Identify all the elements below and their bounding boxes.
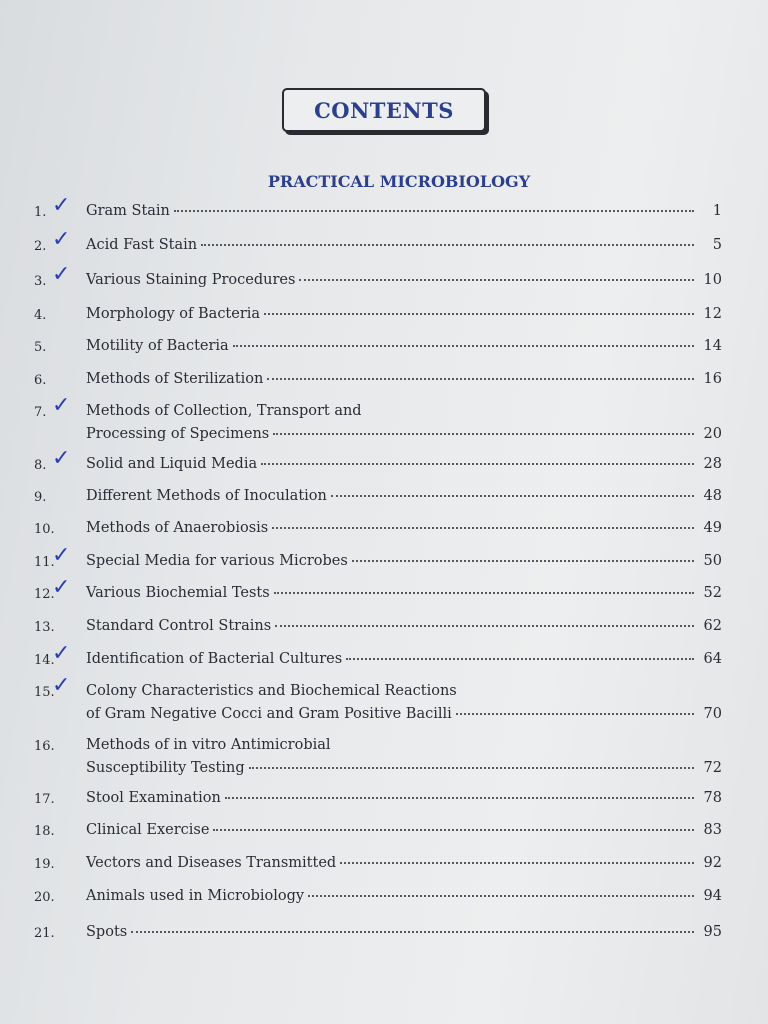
toc-entry-number: 16. <box>34 739 55 754</box>
toc-entry-page: 52 <box>703 585 722 601</box>
toc-entry-number: 6. <box>34 373 47 388</box>
toc-entry-title: Animals used in Microbiology <box>86 888 305 904</box>
toc-entry-page: 83 <box>703 822 722 838</box>
handwritten-check-icon: ✓ <box>52 446 71 471</box>
toc-entry-title: Morphology of Bacteria <box>86 306 261 322</box>
toc-entry-number: 10. <box>34 522 55 537</box>
toc-entry-page: 28 <box>703 456 722 472</box>
toc-entry <box>0 888 768 918</box>
dot-leader <box>331 495 694 497</box>
dot-leader <box>225 797 694 799</box>
toc-entry-number: 19. <box>34 857 55 872</box>
section-title: PRACTICAL MICROBIOLOGY <box>267 172 531 191</box>
toc-entry-number: 20. <box>34 890 55 905</box>
dot-leader <box>261 463 694 465</box>
toc-entry-title: Acid Fast Stain <box>86 237 198 253</box>
toc-entry <box>0 641 768 681</box>
handwritten-check-icon: ✓ <box>52 393 71 418</box>
dot-leader <box>456 713 694 715</box>
toc-entry <box>0 488 768 518</box>
toc-entry <box>0 575 768 615</box>
toc-entry <box>0 262 768 302</box>
page-title: CONTENTS <box>314 97 454 123</box>
toc-entry-page: 95 <box>703 924 722 940</box>
contents-title-box <box>282 88 486 132</box>
toc-entry-page: 20 <box>703 426 722 442</box>
toc-entry-page: 94 <box>703 888 722 904</box>
dot-leader <box>213 829 694 831</box>
toc-entry-number: 15. <box>34 685 55 700</box>
dot-leader <box>308 895 694 897</box>
toc-entry-number: 8. <box>34 458 47 473</box>
toc-entry-title: Identification of Bacterial Cultures <box>86 651 343 667</box>
toc-entry <box>0 306 768 336</box>
toc-entry-title: of Gram Negative Cocci and Gram Positive Bacilli <box>86 706 452 722</box>
handwritten-check-icon: ✓ <box>52 641 71 666</box>
toc-entry-number: 4. <box>34 308 47 323</box>
toc-entry-title: Processing of Specimens <box>86 426 270 442</box>
toc-entry-number: 2. <box>34 239 47 254</box>
toc-entry-page: 14 <box>703 338 722 354</box>
toc-entry <box>0 520 768 550</box>
toc-entry <box>0 618 768 648</box>
dot-leader <box>275 625 694 627</box>
toc-entry-title: Vectors and Diseases Transmitted <box>86 855 337 871</box>
dot-leader <box>274 592 694 594</box>
toc-entry-title: Methods of Anaerobiosis <box>86 520 269 536</box>
toc-entry <box>0 822 768 852</box>
handwritten-check-icon: ✓ <box>52 193 71 218</box>
toc-entry-number: 21. <box>34 926 55 941</box>
toc-entry-number: 5. <box>34 340 47 355</box>
handwritten-check-icon: ✓ <box>52 575 71 600</box>
dot-leader <box>340 862 694 864</box>
toc-entry-title-line: Methods of Collection, Transport and <box>86 403 362 419</box>
handwritten-check-icon: ✓ <box>52 262 71 287</box>
toc-entry-page: 48 <box>703 488 722 504</box>
toc-entry <box>0 737 768 791</box>
toc-entry-title: Stool Examination <box>86 790 221 806</box>
toc-entry-title-line: Methods of in vitro Antimicrobial <box>86 737 331 753</box>
toc-entry-page: 50 <box>703 553 722 569</box>
toc-entry-title: Gram Stain <box>86 203 170 219</box>
toc-entry-title: Clinical Exercise <box>86 822 210 838</box>
dot-leader <box>233 345 694 347</box>
toc-entry <box>0 446 768 486</box>
toc-entry-number: 9. <box>34 490 47 505</box>
toc-entry <box>0 371 768 401</box>
toc-entry-page: 62 <box>703 618 722 634</box>
dot-leader <box>267 378 694 380</box>
toc-entry-title: Motility of Bacteria <box>86 338 229 354</box>
toc-entry-page: 1 <box>712 203 722 219</box>
toc-entry <box>0 673 768 737</box>
toc-entry-page: 92 <box>703 855 722 871</box>
toc-entry <box>0 790 768 820</box>
toc-entry-page: 49 <box>703 520 722 536</box>
dot-leader <box>352 560 694 562</box>
toc-entry-number: 3. <box>34 274 47 289</box>
toc-entry-title: Standard Control Strains <box>86 618 272 634</box>
toc-entry-number: 12. <box>34 587 55 602</box>
toc-entry-page: 72 <box>703 760 722 776</box>
toc-entry-page: 10 <box>703 272 722 288</box>
toc-entry-number: 18. <box>34 824 55 839</box>
toc-entry-number: 17. <box>34 792 55 807</box>
handwritten-check-icon: ✓ <box>52 673 71 698</box>
toc-entry-title: Methods of Sterilization <box>86 371 264 387</box>
toc-entry-title: Various Biochemial Tests <box>86 585 270 601</box>
toc-entry-page: 64 <box>703 651 722 667</box>
dot-leader <box>201 244 694 246</box>
toc-entry <box>0 193 768 233</box>
toc-entry-page: 16 <box>703 371 722 387</box>
dot-leader <box>249 767 694 769</box>
toc-entry-page: 70 <box>703 706 722 722</box>
toc-entry-title: Susceptibility Testing <box>86 760 245 776</box>
handwritten-check-icon: ✓ <box>52 227 71 252</box>
dot-leader <box>346 658 694 660</box>
toc-entry <box>0 543 768 583</box>
dot-leader <box>174 210 694 212</box>
dot-leader <box>272 527 694 529</box>
dot-leader <box>273 433 694 435</box>
toc-entry-number: 14. <box>34 653 55 668</box>
toc-entry <box>0 855 768 885</box>
toc-entry-number: 13. <box>34 620 55 635</box>
toc-entry-title: Special Media for various Microbes <box>86 553 348 569</box>
toc-entry-number: 7. <box>34 405 47 420</box>
toc-entry-title: Solid and Liquid Media <box>86 456 258 472</box>
toc-entry <box>0 227 768 267</box>
toc-entry-number: 11. <box>34 555 55 570</box>
dot-leader <box>299 279 694 281</box>
toc-entry-title: Different Methods of Inoculation <box>86 488 327 504</box>
toc-entry <box>0 393 768 457</box>
toc-entry-title: Various Staining Procedures <box>86 272 296 288</box>
toc-entry-number: 1. <box>34 205 47 220</box>
toc-entry-title: Spots <box>86 924 128 940</box>
dot-leader <box>264 313 694 315</box>
toc-entry <box>0 338 768 368</box>
toc-entry-page: 78 <box>703 790 722 806</box>
toc-entry <box>0 924 768 954</box>
toc-entry-title-line: Colony Characteristics and Biochemical Reactions <box>86 683 457 699</box>
toc-entry-page: 12 <box>703 306 722 322</box>
handwritten-check-icon: ✓ <box>52 543 71 568</box>
toc-entry-page: 5 <box>712 237 722 253</box>
dot-leader <box>131 931 694 933</box>
